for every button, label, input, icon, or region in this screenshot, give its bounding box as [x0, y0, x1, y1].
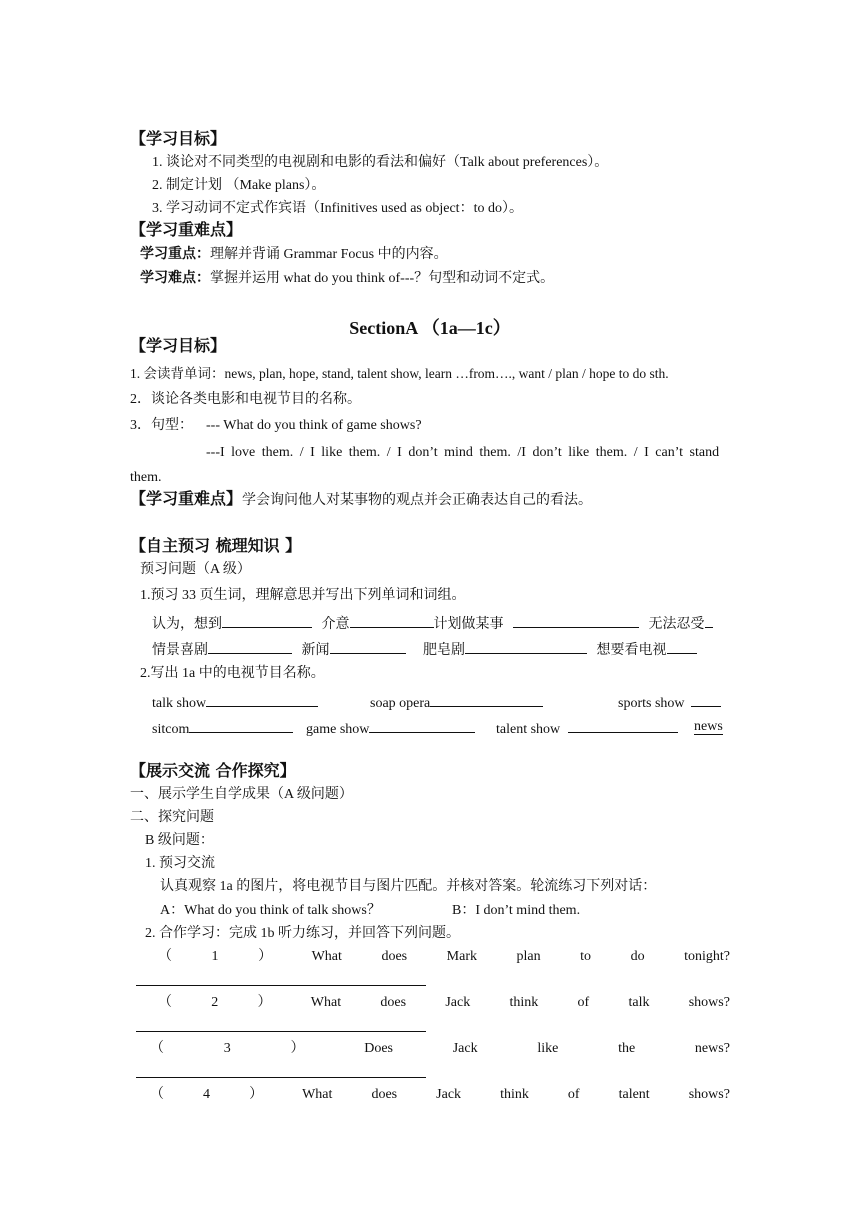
show-label: game show — [306, 722, 370, 737]
question-word: to — [580, 949, 592, 964]
dialog-a: A：What do you think of talk shows？ — [160, 903, 381, 918]
vocab-row-1 — [152, 613, 713, 634]
answer-blank[interactable] — [350, 613, 434, 628]
section-goals-heading: 【学习目标】 — [130, 336, 227, 355]
vocab-item: 认为，想到 — [152, 617, 222, 632]
question-word: 1 — [211, 949, 219, 964]
difficulty-text: 掌握并运用 what do you think of---？句型和动词不定式。 — [210, 271, 555, 286]
question-2 — [158, 994, 730, 1012]
preview-q1: 1.预习 33 页生词，理解意思并写出下列单词和词组。 — [140, 588, 466, 603]
preview-level: 预习问题（A 级） — [140, 562, 251, 577]
section-difficulty-text: 学会询问他人对某事物的观点并会正确表达自己的看法。 — [242, 493, 593, 508]
section-goal-3-question: --- What do you think of game shows? — [206, 418, 422, 433]
answer-blank[interactable] — [330, 639, 406, 654]
question-word: What — [311, 949, 342, 964]
show-item-soap — [370, 692, 543, 713]
question-word: of — [567, 1087, 580, 1102]
question-word: （ — [158, 995, 172, 1010]
show-item-sports — [618, 692, 721, 713]
show-label: sitcom — [152, 722, 190, 737]
difficulty-label: 学习难点： — [140, 270, 210, 286]
question-word: the — [618, 1041, 636, 1056]
answer-line[interactable] — [136, 1077, 426, 1078]
question-word: shows? — [688, 995, 730, 1010]
question-word: 2 — [211, 995, 219, 1010]
answer-blank[interactable] — [705, 613, 713, 628]
goal-item-1: 1. 谈论对不同类型的电视剧和电影的看法和偏好（Talk about preferences）。 — [152, 155, 609, 170]
vocab-item: 介意 — [321, 617, 350, 632]
section-goal-2: 2．谈论各类电影和电视节目的名称。 — [130, 392, 361, 407]
question-word: think — [509, 995, 539, 1010]
goal-item-3: 3. 学习动词不定式作宾语（Infinitives used as object：to do）。 — [152, 201, 523, 216]
answer-blank[interactable] — [208, 639, 292, 654]
question-word: do — [630, 949, 645, 964]
preview-heading: 【自主预习 梳理知识 】 — [130, 536, 302, 555]
section-difficulty-line — [130, 490, 592, 510]
question-word: talk — [628, 995, 650, 1010]
show-label: sports show — [618, 696, 685, 711]
question-1 — [158, 948, 730, 966]
question-word: 4 — [203, 1087, 211, 1102]
question-word: news? — [694, 1041, 730, 1056]
question-word: （ — [150, 1087, 164, 1102]
section-goal-3-answer-cont: them. — [130, 470, 162, 485]
key-points-heading: 【学习重难点】 — [130, 220, 243, 239]
show-item-news — [694, 718, 723, 736]
section-goal-3-answer: ---I love them. / I like them. / I don’t mind them. /I don’t like them. / I can’t stand — [206, 445, 720, 460]
section-title: SectionA （1a—1c） — [349, 318, 511, 338]
answer-blank[interactable] — [465, 639, 587, 654]
answer-blank[interactable] — [189, 718, 293, 733]
answer-line[interactable] — [136, 1031, 426, 1032]
section-difficulty-heading: 【学习重难点】 — [130, 489, 243, 508]
show-item-talk — [152, 692, 318, 713]
vocab-row-2 — [152, 639, 697, 660]
question-word: Mark — [446, 949, 477, 964]
question-word: （ — [158, 949, 172, 964]
vocab-item: 肥皂剧 — [423, 643, 465, 658]
question-word: Does — [364, 1041, 393, 1056]
question-word: ） — [258, 949, 273, 964]
focus-text: 理解并背诵 Grammar Focus 中的内容。 — [210, 247, 448, 262]
answer-blank[interactable] — [222, 613, 312, 628]
goal-item-2: 2. 制定计划 （Make plans）。 — [152, 178, 326, 193]
explore-item-2: 2. 合作学习：完成 1b 听力练习，并回答下列问题。 — [145, 926, 460, 941]
vocab-item: 想要看电视 — [596, 643, 667, 658]
question-word: 3 — [223, 1041, 231, 1056]
show-item-talent — [496, 718, 678, 739]
question-word: ） — [257, 995, 272, 1010]
question-word: of — [577, 995, 590, 1010]
answer-blank[interactable] — [430, 692, 543, 707]
question-word: ） — [249, 1087, 264, 1102]
question-word: shows? — [688, 1087, 730, 1102]
answer-blank[interactable] — [513, 613, 639, 628]
focus-label: 学习重点： — [140, 246, 210, 262]
question-word: does — [381, 949, 408, 964]
question-word: like — [537, 1041, 559, 1056]
show-label: news — [694, 719, 723, 734]
question-word: What — [302, 1087, 333, 1102]
show-item-sitcom — [152, 718, 293, 739]
goals-heading: 【学习目标】 — [130, 129, 227, 148]
vocab-item: 新闻 — [301, 643, 330, 658]
question-word: talent — [618, 1087, 650, 1102]
dialog-b: B：I don’t mind them. — [452, 903, 581, 918]
explore-heading: 【展示交流 合作探究】 — [130, 761, 296, 780]
explore-part-1: 一、展示学生自学成果（A 级问题） — [130, 787, 353, 802]
show-label: talent show — [496, 722, 561, 737]
question-word: Jack — [445, 995, 471, 1010]
section-goal-1: 1. 会读背单词：news, plan, hope, stand, talent show, learn …from…., want / plan / hope to do sth. — [130, 366, 669, 381]
difficulty-line — [140, 269, 554, 288]
answer-blank[interactable] — [369, 718, 475, 733]
show-item-game — [306, 718, 475, 739]
question-word: plan — [516, 949, 541, 964]
answer-blank[interactable] — [568, 718, 678, 733]
answer-blank[interactable] — [206, 692, 318, 707]
answer-line[interactable] — [136, 985, 426, 986]
question-word: What — [310, 995, 342, 1010]
explore-part-2: 二、探究问题 — [130, 810, 214, 825]
section-goal-3-label: 3．句型： — [130, 418, 193, 433]
answer-blank[interactable] — [691, 692, 721, 707]
vocab-item: 无法忍受 — [648, 617, 705, 632]
vocab-item: 情景喜剧 — [152, 643, 208, 658]
question-word: ） — [290, 1041, 305, 1056]
explore-level-b: B 级问题： — [145, 833, 214, 848]
question-3 — [150, 1040, 730, 1058]
question-word: does — [380, 995, 407, 1010]
question-word: think — [500, 1087, 529, 1102]
question-word: Jack — [436, 1087, 462, 1102]
question-word: does — [371, 1087, 398, 1102]
focus-line — [140, 245, 448, 264]
question-word: （ — [150, 1041, 164, 1056]
answer-blank[interactable] — [667, 639, 697, 654]
explore-item-1-text: 认真观察 1a 的图片，将电视节目与图片匹配。并核对答案。轮流练习下列对话： — [160, 879, 657, 894]
question-word: tonight? — [684, 949, 730, 964]
vocab-item: 计划做某事 — [433, 617, 504, 632]
preview-q2: 2.写出 1a 中的电视节目名称。 — [140, 666, 325, 681]
question-4 — [150, 1086, 730, 1104]
show-label: soap opera — [370, 696, 431, 711]
show-label: talk show — [152, 696, 207, 711]
explore-item-1: 1. 预习交流 — [145, 856, 215, 871]
question-word: Jack — [452, 1041, 478, 1056]
